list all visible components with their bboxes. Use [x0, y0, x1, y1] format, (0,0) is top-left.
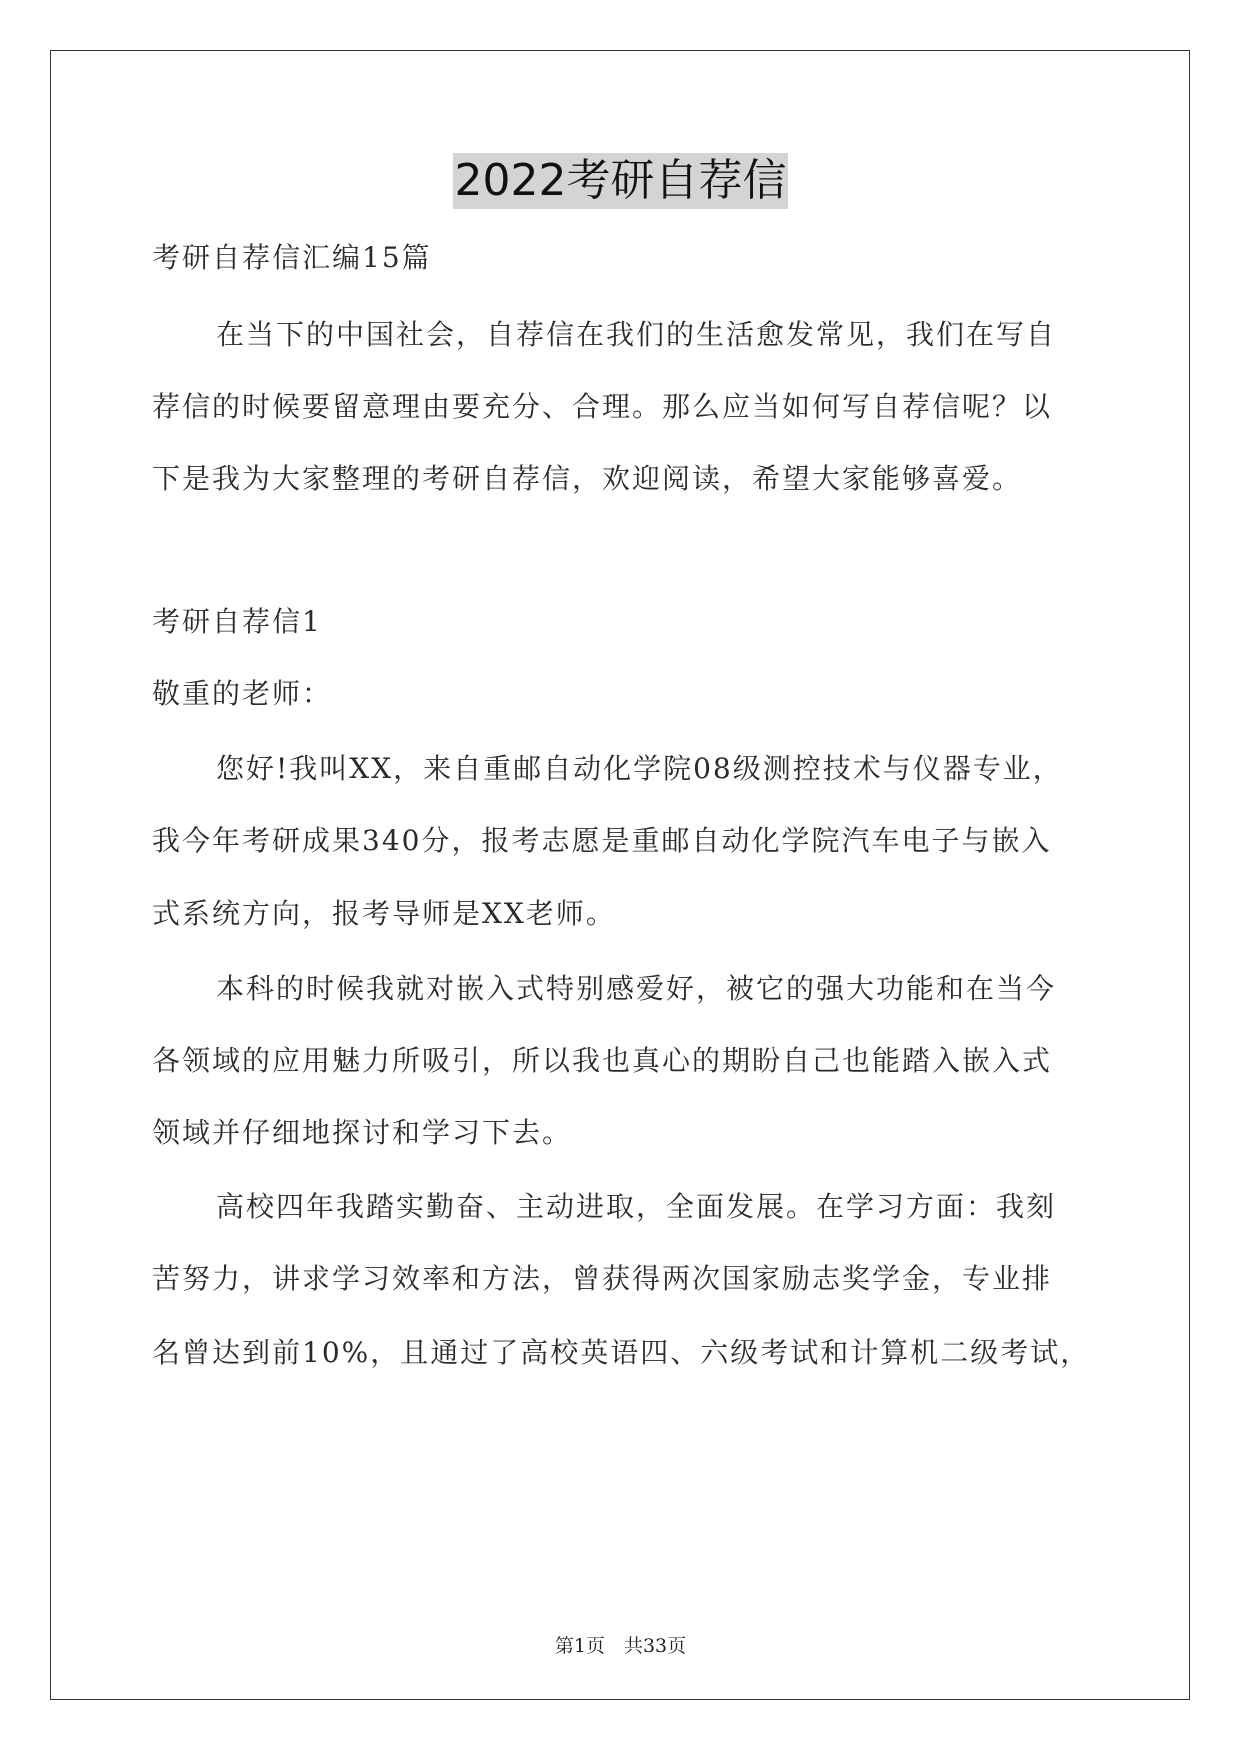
subtitle-line: 考研自荐信汇编15篇	[152, 241, 432, 274]
intro-paragraph-line: 下是我为大家整理的考研自荐信，欢迎阅读，希望大家能够喜爱。	[152, 462, 1023, 495]
document-title: 2022考研自荐信	[453, 153, 789, 209]
paragraph-line: 苦努力，讲求学习效率和方法，曾获得两次国家励志奖学金，专业排	[152, 1262, 1053, 1295]
intro-paragraph-line: 荐信的时候要留意理由要充分、合理。那么应当如何写自荐信呢？以	[152, 390, 1053, 423]
intro-paragraph-line: 在当下的中国社会，自荐信在我们的生活愈发常见，我们在写自	[216, 318, 1057, 351]
paragraph-line: 您好!我叫XX，来自重邮自动化学院08级测控技术与仪器专业，	[216, 752, 1063, 785]
paragraph-line: 本科的时候我就对嵌入式特别感爱好，被它的强大功能和在当今	[216, 972, 1057, 1005]
paragraph-line: 高校四年我踏实勤奋、主动进取，全面发展。在学习方面：我刻	[216, 1190, 1057, 1223]
page-border	[50, 50, 1190, 1700]
section-heading: 考研自荐信1	[152, 605, 322, 638]
paragraph-line: 领域并仔细地探讨和学习下去。	[152, 1116, 573, 1149]
paragraph-line: 我今年考研成果340分，报考志愿是重邮自动化学院汽车电子与嵌入	[152, 824, 1052, 857]
title-container	[0, 153, 1241, 209]
paragraph-line: 名曾达到前10%，且通过了高校英语四、六级考试和计算机二级考试，	[152, 1336, 1091, 1369]
page-footer: 第1页 共33页	[554, 1635, 687, 1657]
salutation: 敬重的老师：	[152, 677, 333, 710]
paragraph-line: 式系统方向，报考导师是XX老师。	[152, 897, 616, 930]
paragraph-line: 各领域的应用魅力所吸引，所以我也真心的期盼自己也能踏入嵌入式	[152, 1044, 1053, 1077]
